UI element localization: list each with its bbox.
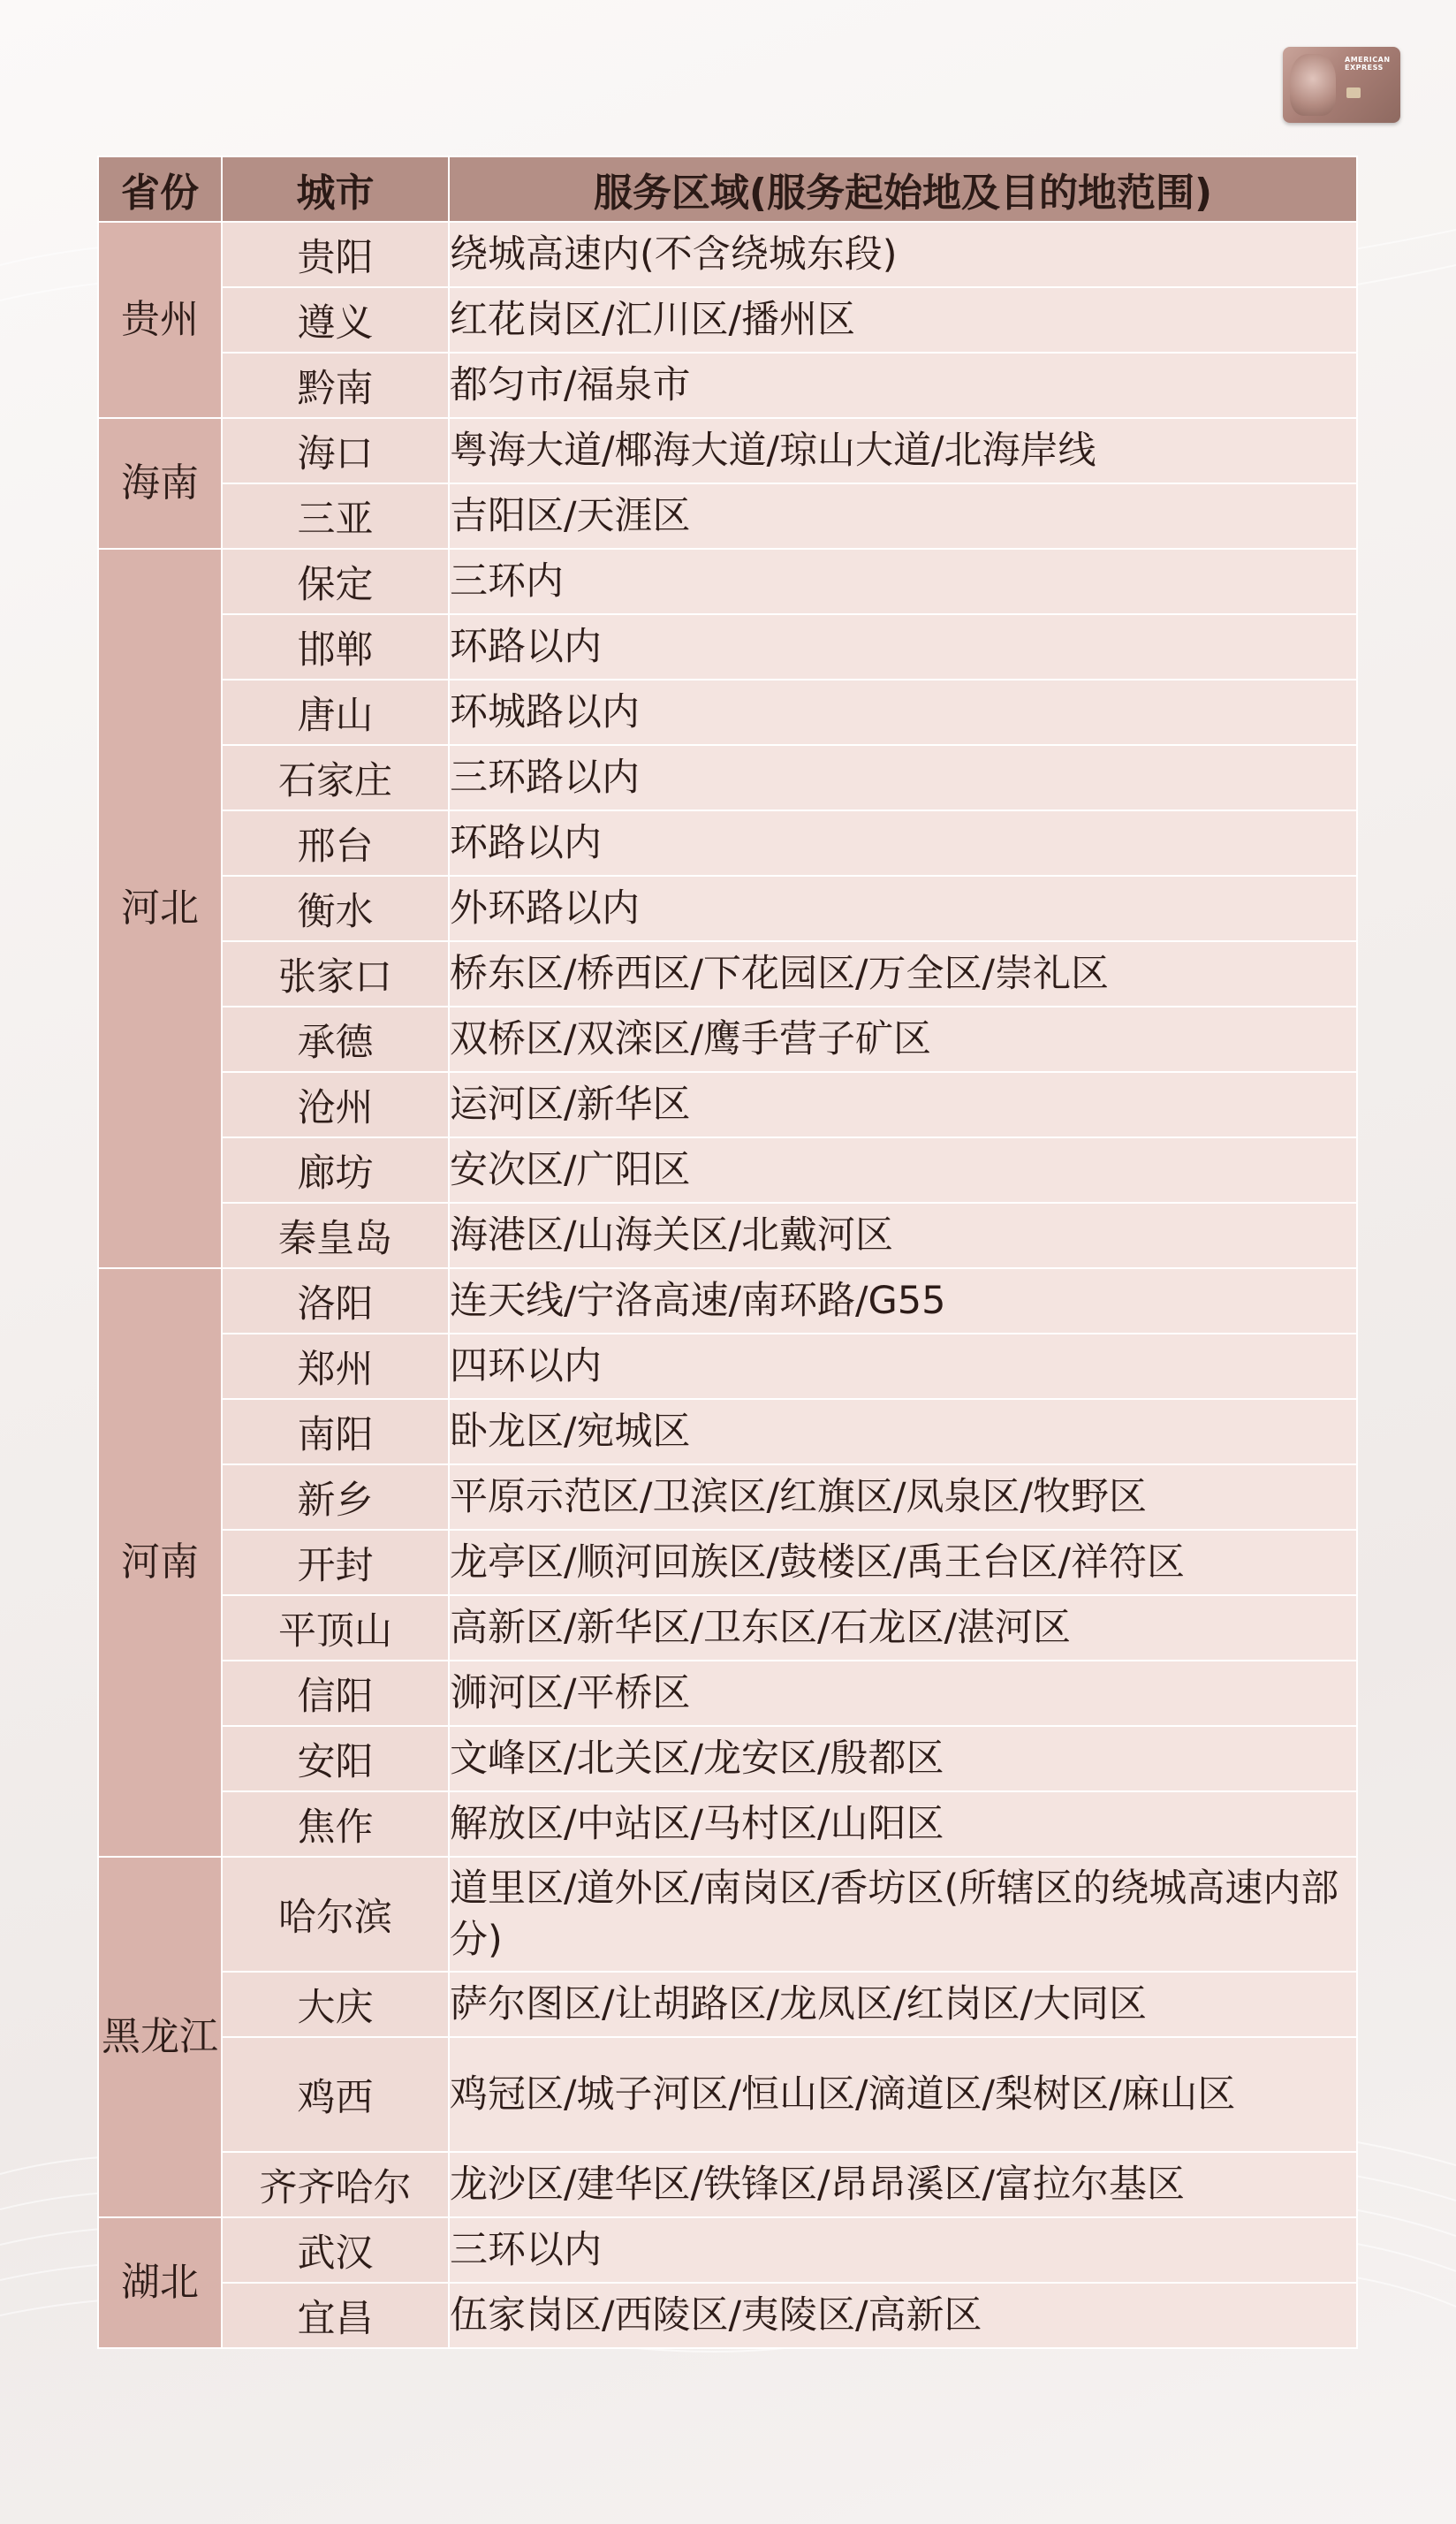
- table-row: [98, 483, 1357, 549]
- table-header-row: [98, 156, 1357, 222]
- table-row: [98, 1334, 1357, 1399]
- city-cell: 郑州: [222, 1334, 449, 1399]
- card-brand-label: AMERICAN EXPRESS: [1345, 56, 1391, 72]
- table-row: [98, 353, 1357, 418]
- area-cell: 鸡冠区/城子河区/恒山区/滴道区/梨树区/麻山区: [449, 2037, 1357, 2152]
- area-cell: 安次区/广阳区: [449, 1137, 1357, 1203]
- city-cell: 贵阳: [222, 222, 449, 287]
- city-cell: 廊坊: [222, 1137, 449, 1203]
- table-row: [98, 614, 1357, 680]
- province-cell: 河北: [98, 549, 222, 1268]
- city-cell: 石家庄: [222, 745, 449, 810]
- city-cell: 秦皇岛: [222, 1203, 449, 1268]
- city-cell: 安阳: [222, 1726, 449, 1791]
- city-cell: 齐齐哈尔: [222, 2152, 449, 2217]
- city-cell: 承德: [222, 1007, 449, 1072]
- city-cell: 邢台: [222, 810, 449, 876]
- area-cell: 高新区/新华区/卫东区/石龙区/湛河区: [449, 1595, 1357, 1661]
- table-row: [98, 1661, 1357, 1726]
- table-row: [98, 2152, 1357, 2217]
- table-row: [98, 1595, 1357, 1661]
- table-row: [98, 680, 1357, 745]
- area-cell: 萨尔图区/让胡路区/龙凤区/红岗区/大同区: [449, 1972, 1357, 2037]
- city-cell: 张家口: [222, 941, 449, 1007]
- table-row: [98, 1137, 1357, 1203]
- province-cell: 黑龙江: [98, 1857, 222, 2217]
- city-cell: 宜昌: [222, 2283, 449, 2348]
- city-cell: 新乡: [222, 1464, 449, 1530]
- province-cell: 河南: [98, 1268, 222, 1857]
- table-row: [98, 287, 1357, 353]
- table-row: [98, 1857, 1357, 1972]
- table-row: [98, 1464, 1357, 1530]
- area-cell: 绕城高速内(不含绕城东段): [449, 222, 1357, 287]
- table-row: [98, 2217, 1357, 2283]
- area-cell: 龙沙区/建华区/铁锋区/昂昂溪区/富拉尔基区: [449, 2152, 1357, 2217]
- area-cell: 龙亭区/顺河回族区/鼓楼区/禹王台区/祥符区: [449, 1530, 1357, 1595]
- table-row: [98, 1530, 1357, 1595]
- area-cell: 三环以内: [449, 2217, 1357, 2283]
- city-cell: 信阳: [222, 1661, 449, 1726]
- city-cell: 焦作: [222, 1791, 449, 1857]
- table-row: [98, 222, 1357, 287]
- city-cell: 大庆: [222, 1972, 449, 2037]
- table-row: [98, 2283, 1357, 2348]
- area-cell: 红花岗区/汇川区/播州区: [449, 287, 1357, 353]
- service-area-table: [97, 156, 1358, 2349]
- table-row: [98, 1726, 1357, 1791]
- area-cell: 三环路以内: [449, 745, 1357, 810]
- area-cell: 解放区/中站区/马村区/山阳区: [449, 1791, 1357, 1857]
- table-row: [98, 418, 1357, 483]
- table-row: [98, 549, 1357, 614]
- area-cell: 环路以内: [449, 614, 1357, 680]
- area-cell: 道里区/道外区/南岗区/香坊区(所辖区的绕城高速内部分): [449, 1857, 1357, 1972]
- area-cell: 伍家岗区/西陵区/夷陵区/高新区: [449, 2283, 1357, 2348]
- area-cell: 浉河区/平桥区: [449, 1661, 1357, 1726]
- table-row: [98, 1007, 1357, 1072]
- table-row: [98, 1791, 1357, 1857]
- table-row: [98, 2037, 1357, 2152]
- table-row: [98, 1399, 1357, 1464]
- table-row: [98, 1203, 1357, 1268]
- header-city: 城市: [222, 156, 449, 222]
- area-cell: 连天线/宁洛高速/南环路/G55: [449, 1268, 1357, 1334]
- header-province: 省份: [98, 156, 222, 222]
- area-cell: 四环以内: [449, 1334, 1357, 1399]
- city-cell: 唐山: [222, 680, 449, 745]
- card-portrait-icon: [1290, 54, 1336, 116]
- area-cell: 运河区/新华区: [449, 1072, 1357, 1137]
- area-cell: 桥东区/桥西区/下花园区/万全区/崇礼区: [449, 941, 1357, 1007]
- province-cell: 湖北: [98, 2217, 222, 2348]
- table-row: [98, 1268, 1357, 1334]
- area-cell: 海港区/山海关区/北戴河区: [449, 1203, 1357, 1268]
- province-cell: 海南: [98, 418, 222, 549]
- city-cell: 沧州: [222, 1072, 449, 1137]
- area-cell: 吉阳区/天涯区: [449, 483, 1357, 549]
- area-cell: 三环内: [449, 549, 1357, 614]
- city-cell: 平顶山: [222, 1595, 449, 1661]
- area-cell: 环城路以内: [449, 680, 1357, 745]
- city-cell: 南阳: [222, 1399, 449, 1464]
- table-row: [98, 941, 1357, 1007]
- card-chip-icon: [1346, 87, 1361, 98]
- area-cell: 文峰区/北关区/龙安区/殷都区: [449, 1726, 1357, 1791]
- province-cell: 贵州: [98, 222, 222, 418]
- city-cell: 鸡西: [222, 2037, 449, 2152]
- city-cell: 开封: [222, 1530, 449, 1595]
- city-cell: 邯郸: [222, 614, 449, 680]
- table-row: [98, 876, 1357, 941]
- city-cell: 三亚: [222, 483, 449, 549]
- area-cell: 平原示范区/卫滨区/红旗区/凤泉区/牧野区: [449, 1464, 1357, 1530]
- header-service-area: 服务区域(服务起始地及目的地范围): [449, 156, 1357, 222]
- table-row: [98, 1072, 1357, 1137]
- area-cell: 卧龙区/宛城区: [449, 1399, 1357, 1464]
- table-row: [98, 1972, 1357, 2037]
- city-cell: 哈尔滨: [222, 1857, 449, 1972]
- city-cell: 武汉: [222, 2217, 449, 2283]
- city-cell: 洛阳: [222, 1268, 449, 1334]
- area-cell: 外环路以内: [449, 876, 1357, 941]
- city-cell: 保定: [222, 549, 449, 614]
- area-cell: 环路以内: [449, 810, 1357, 876]
- table-row: [98, 745, 1357, 810]
- city-cell: 黔南: [222, 353, 449, 418]
- credit-card-logo: [1283, 47, 1400, 123]
- table-row: [98, 810, 1357, 876]
- city-cell: 海口: [222, 418, 449, 483]
- area-cell: 双桥区/双滦区/鹰手营子矿区: [449, 1007, 1357, 1072]
- city-cell: 遵义: [222, 287, 449, 353]
- area-cell: 都匀市/福泉市: [449, 353, 1357, 418]
- city-cell: 衡水: [222, 876, 449, 941]
- area-cell: 粤海大道/椰海大道/琼山大道/北海岸线: [449, 418, 1357, 483]
